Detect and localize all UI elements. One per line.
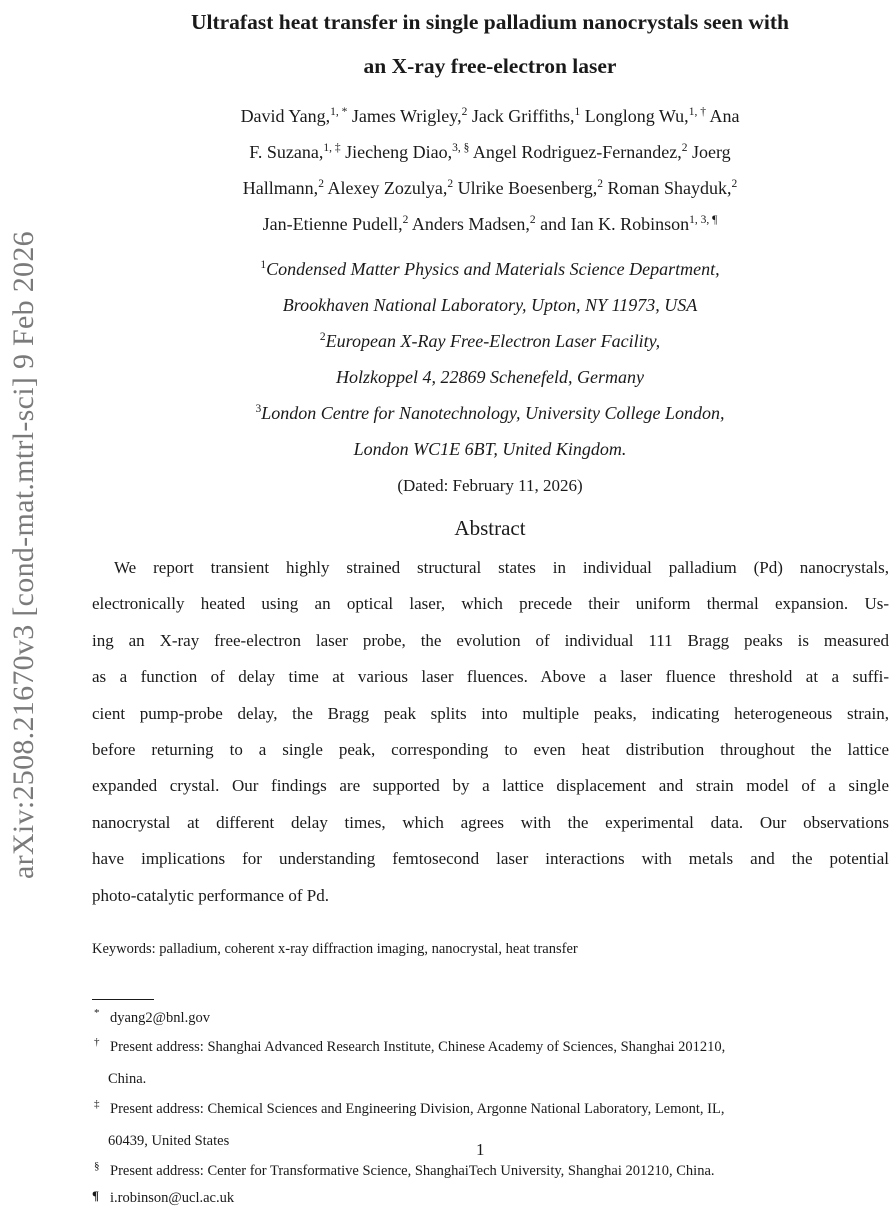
footnote-mark: ¶ — [92, 1188, 100, 1203]
abstract-line: ing an X-ray free-electron laser probe, the evolution of individual 111 Bragg peaks is measured — [92, 630, 889, 650]
footnote-mark: ‡ — [94, 1098, 100, 1110]
abstract-line: before returning to a single peak, corresponding to even heat distribution throughout the lattice — [92, 740, 889, 760]
author-affil: 1, ‡ — [323, 142, 341, 154]
affiliation-number: 2 — [319, 331, 326, 343]
author-affil: 1, † — [688, 106, 706, 118]
author-name: Hallmann, — [242, 178, 319, 198]
author-name: F. Suzana, — [249, 142, 324, 162]
abstract-line: electronically heated using an optical laser, which precede their uniform thermal expansion. Us- — [92, 594, 889, 614]
footnote-mark: § — [94, 1160, 100, 1172]
author-line-1 — [95, 98, 885, 134]
author-name: and Ian K. Robinson — [535, 214, 690, 234]
affiliation-text: European X-Ray Free-Electron Laser Facility, — [325, 331, 661, 351]
paper-title — [95, 0, 885, 88]
author-affil: 2 — [597, 178, 604, 190]
author-line-2 — [95, 134, 885, 170]
author-name: Jiecheng Diao, — [340, 142, 453, 162]
author-name: Joerg — [687, 142, 731, 162]
affiliation-line: London WC1E 6BT, United Kingdom. — [353, 439, 627, 459]
author-affil: 1 — [574, 106, 581, 118]
footnote-text: Present address: Center for Transformative Science, ShanghaiTech University, Shanghai 201210, China. — [110, 1163, 715, 1179]
footnote-text-cont: China. — [108, 1071, 147, 1087]
author-affil: 1, 3, ¶ — [689, 214, 718, 226]
author-affil: 2 — [681, 142, 688, 154]
abstract-line: have implications for understanding femtosecond laser interactions with metals and the potential — [92, 849, 889, 869]
abstract-line: nanocrystal at different delay times, which agrees with the experimental data. Our observations — [92, 812, 889, 832]
affiliation-line — [95, 251, 885, 287]
footnote-mark: * — [94, 1007, 100, 1019]
footnote — [92, 1006, 889, 1030]
author-affil: 2 — [318, 178, 324, 190]
footnote-email-link[interactable]: i.robinson@ucl.ac.uk — [110, 1190, 235, 1206]
arxiv-sidebar — [4, 185, 44, 925]
author-name: Alexey Zozulya, — [323, 178, 448, 198]
page-number: 1 — [476, 1140, 485, 1159]
affiliation-line — [95, 323, 885, 359]
footnote — [92, 1097, 889, 1153]
author-name: David Yang, — [240, 106, 331, 126]
author-list — [95, 98, 885, 242]
abstract-line: expanded crystal. Our findings are supported by a lattice displacement and strain model of a single — [92, 776, 889, 796]
footnote-text-cont: 60439, United States — [108, 1133, 230, 1149]
affiliation-text: Condensed Matter Physics and Materials Science Department, — [266, 259, 720, 279]
author-affil: 2 — [529, 214, 536, 226]
author-name: Angel Rodriguez-Fernandez, — [469, 142, 682, 162]
footnote-mark: † — [94, 1036, 100, 1048]
affiliation-line — [95, 395, 885, 431]
author-name: Anders Madsen, — [408, 214, 530, 234]
author-name: Jan-Etienne Pudell, — [262, 214, 403, 234]
title-line-1: Ultrafast heat transfer in single palladium nanocrystals seen with — [190, 10, 790, 34]
title-line-2: an X-ray free-electron laser — [363, 54, 617, 78]
author-name: Jack Griffiths, — [467, 106, 575, 126]
keywords: Keywords: palladium, coherent x-ray diffraction imaging, nanocrystal, heat transfer — [92, 941, 578, 957]
author-line-4 — [95, 206, 885, 242]
author-affil: 2 — [447, 178, 454, 190]
author-name: Roman Shayduk, — [603, 178, 732, 198]
footnote — [92, 1186, 889, 1210]
footnotes — [92, 1006, 889, 1210]
author-name: Ana — [705, 106, 740, 126]
abstract-line: We report transient highly strained structural states in individual palladium (Pd) nanocrystals, — [114, 558, 889, 577]
footnote-text: Present address: Shanghai Advanced Research Institute, Chinese Academy of Sciences, Shanghai 201210, — [110, 1039, 726, 1055]
footnote-email-link[interactable]: dyang2@bnl.gov — [110, 1010, 210, 1026]
affiliation-line: Holzkoppel 4, 22869 Schenefeld, Germany — [336, 367, 644, 387]
abstract-line: as a function of delay time at various laser fluences. Above a laser fluence threshold at a suffi- — [92, 667, 889, 687]
author-line-3 — [95, 170, 885, 206]
affiliation-number: 1 — [260, 259, 267, 271]
author-affil: 3, § — [452, 142, 470, 154]
author-name: James Wrigley, — [347, 106, 462, 126]
author-affil: 1, * — [330, 106, 348, 118]
author-affil: 2 — [402, 214, 409, 226]
abstract-body — [92, 550, 889, 914]
affiliation-text: London Centre for Nanotechnology, University College London, — [261, 403, 725, 423]
author-name: Longlong Wu, — [580, 106, 689, 126]
footnote — [92, 1035, 889, 1091]
author-affil: 2 — [731, 178, 738, 190]
affiliations — [95, 251, 885, 467]
abstract-heading: Abstract — [454, 516, 526, 540]
footnote-text: Present address: Chemical Sciences and Engineering Division, Argonne National Laboratory, Lemont, IL, — [110, 1101, 725, 1117]
affiliation-number: 3 — [255, 403, 262, 415]
author-name: Ulrike Boesenberg, — [453, 178, 598, 198]
date-line: (Dated: February 11, 2026) — [397, 476, 583, 495]
abstract-line: cient pump-probe delay, the Bragg peak splits into multiple peaks, indicating heterogeneous strain, — [92, 703, 889, 723]
arxiv-identifier: arXiv:2508.21670v3 [cond-mat.mtrl-sci] 9 Feb 2026 — [7, 231, 40, 879]
abstract-line: photo-catalytic performance of Pd. — [92, 885, 329, 905]
author-affil: 2 — [461, 106, 468, 118]
footnote — [92, 1159, 889, 1183]
affiliation-line: Brookhaven National Laboratory, Upton, NY 11973, USA — [282, 295, 698, 315]
footnote-rule — [92, 999, 154, 1000]
